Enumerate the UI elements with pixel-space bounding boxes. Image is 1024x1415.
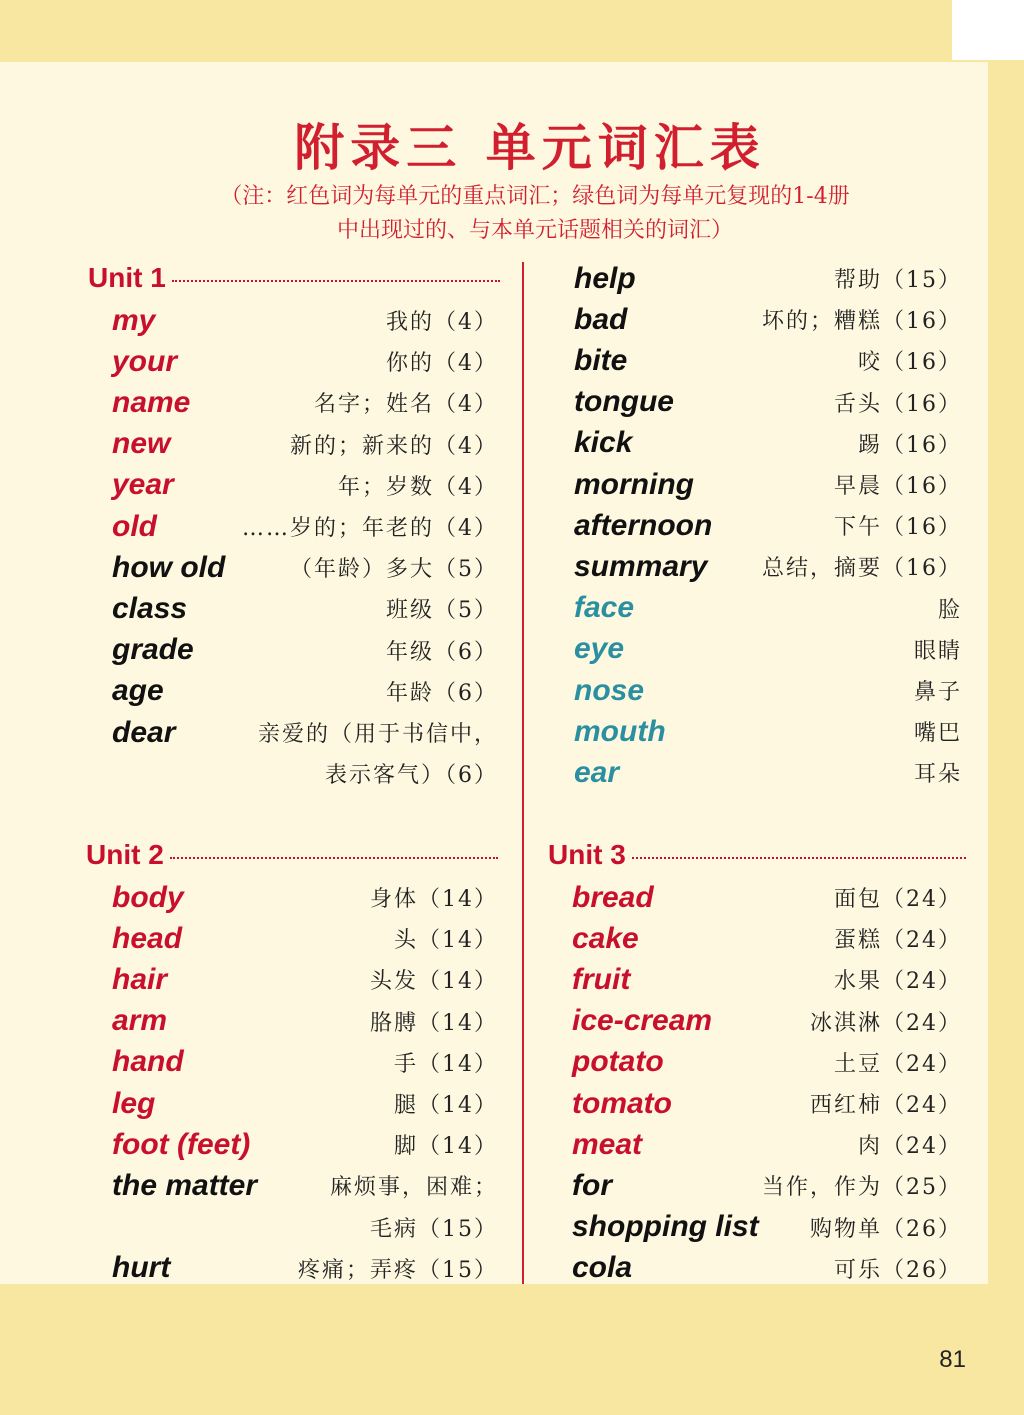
vocab-word: class (112, 591, 188, 625)
vocab-word: dear (112, 715, 176, 749)
vocab-meaning: 坏的；糟糕（16） (762, 309, 962, 335)
vocab-meaning: 班级（5） (386, 598, 498, 624)
vocab-meaning: 毛病（15） (370, 1216, 498, 1242)
vocab-meaning: 土豆（24） (834, 1051, 962, 1077)
vocab-word: head (112, 921, 183, 955)
vocab-word: the matter (112, 1168, 258, 1202)
vocab-entry (112, 753, 498, 794)
vocab-word: new (112, 427, 171, 461)
vocab-meaning: 年；岁数（4） (338, 474, 498, 500)
vocab-entry (572, 1001, 962, 1042)
note-line-2: 中出现过的、与本单元话题相关的词汇） (336, 218, 733, 243)
vocab-meaning: 名字；姓名（4） (314, 392, 498, 418)
vocab-entry (112, 712, 498, 753)
dotted-leader (632, 857, 966, 859)
vocab-word: foot (feet) (112, 1127, 251, 1161)
vocab-word: old (112, 509, 157, 543)
vocab-word: bite (574, 343, 628, 377)
vocab-entry (574, 299, 962, 340)
vocab-meaning: 身体（14） (370, 887, 498, 912)
vocab-meaning: ……岁的；年老的（4） (242, 516, 498, 541)
vocab-entry (112, 1042, 498, 1083)
vocab-meaning: 舌头（16） (834, 391, 962, 417)
vocab-meaning: 麻烦事，困难； (329, 1175, 498, 1201)
vocab-entry (572, 1083, 962, 1124)
vocab-meaning: 头发（14） (370, 969, 498, 995)
unit-2-heading (86, 835, 498, 875)
vocab-entry (112, 671, 498, 712)
vocab-word: arm (112, 1004, 168, 1038)
vocab-entry (112, 547, 498, 588)
vocab-entry (572, 959, 962, 1000)
vocab-entry (112, 465, 498, 506)
vocab-meaning: 咬（16） (858, 350, 962, 376)
vocab-word: ice-cream (572, 1004, 713, 1038)
vocab-meaning: 总结，摘要（16） (762, 556, 962, 582)
vocab-word: potato (572, 1045, 664, 1079)
vocab-meaning: 年级（6） (386, 639, 498, 665)
vocab-entry (112, 506, 498, 547)
vocab-entry (112, 300, 498, 341)
vocab-meaning: 嘴巴 (913, 721, 962, 747)
vocab-meaning: 下午（16） (834, 515, 962, 541)
vocab-word: bad (574, 302, 628, 336)
vocab-entry (574, 382, 962, 423)
vocab-word: ear (574, 755, 620, 789)
vocab-entry (112, 341, 498, 382)
vocab-entry (112, 877, 498, 918)
vocab-entry (572, 877, 962, 918)
vocab-meaning: 疼痛；弄疼（15） (298, 1257, 498, 1283)
note-line-1: （注：红色词为每单元的重点词汇；绿色词为每单元复现的1-4册 (220, 184, 850, 209)
vocab-entry (112, 630, 498, 671)
vocab-entry (112, 1207, 498, 1248)
vocab-meaning: 脚（14） (394, 1134, 498, 1160)
vocab-entry (574, 464, 962, 505)
vocab-meaning: 手（14） (394, 1051, 498, 1077)
vocab-word: summary (574, 549, 708, 583)
vocab-meaning: （年龄）多大（5） (290, 557, 498, 583)
vocab-word: your (112, 344, 178, 378)
vocab-word: mouth (574, 714, 666, 748)
vocab-meaning: 西红柿（24） (810, 1093, 962, 1118)
vocab-meaning: 踢（16） (858, 432, 962, 458)
vocab-entry (112, 1165, 498, 1206)
vocab-word: help (574, 261, 636, 295)
dotted-leader (170, 857, 498, 859)
vocab-entry (574, 546, 962, 587)
vocab-meaning: 亲爱的（用于书信中， (257, 722, 498, 747)
vocab-word: tongue (574, 385, 674, 419)
vocab-meaning: 耳朵 (913, 762, 962, 788)
vocab-entry (572, 1165, 962, 1206)
vocab-word: cake (572, 921, 639, 955)
unit-1-label: Unit 1 (88, 262, 166, 293)
vocab-entry (572, 1248, 962, 1289)
column-divider (522, 262, 524, 1284)
unit-2-label: Unit 2 (86, 839, 164, 870)
vocab-word: hurt (112, 1251, 171, 1285)
vocab-meaning: 可乐（26） (834, 1257, 962, 1283)
vocab-word: for (572, 1168, 612, 1202)
vocab-entry (574, 752, 962, 793)
vocab-word: year (112, 468, 174, 502)
page-number: 81 (939, 1346, 966, 1373)
vocab-meaning: 早晨（16） (834, 474, 962, 499)
vocab-entry (574, 423, 962, 464)
vocab-entry (574, 258, 962, 299)
vocab-word: my (112, 303, 156, 337)
vocab-entry (112, 1083, 498, 1124)
vocab-entry (574, 629, 962, 670)
vocab-entry (112, 918, 498, 959)
vocab-meaning: 肉（24） (858, 1134, 962, 1160)
vocab-entry (572, 1042, 962, 1083)
vocab-word: fruit (572, 962, 631, 996)
vocab-word: morning (574, 467, 694, 501)
vocab-entry (574, 340, 962, 381)
vocab-entry (112, 424, 498, 465)
vocab-meaning: 我的（4） (386, 310, 498, 335)
vocab-word: name (112, 385, 191, 419)
vocab-word: tomato (572, 1086, 672, 1120)
unit-1-heading (88, 258, 500, 298)
vocab-word: leg (112, 1086, 156, 1120)
vocab-entry (112, 588, 498, 629)
vocab-word: how old (112, 550, 226, 584)
vocab-word: hair (112, 962, 168, 996)
vocab-entry (112, 382, 498, 423)
vocab-word: bread (572, 880, 654, 914)
vocab-entry (572, 918, 962, 959)
vocab-meaning: 蛋糕（24） (834, 928, 962, 954)
vocab-word: eye (574, 632, 625, 666)
vocab-word: meat (572, 1127, 643, 1161)
vocab-entry (112, 1124, 498, 1165)
vocab-word: body (112, 880, 184, 914)
vocab-word: hand (112, 1045, 184, 1079)
vocab-meaning: 水果（24） (834, 969, 962, 995)
vocab-meaning: 胳膊（14） (370, 1010, 498, 1036)
vocab-entry (572, 1124, 962, 1165)
vocab-meaning: 眼睛 (913, 638, 962, 664)
vocab-entry (574, 711, 962, 752)
vocab-meaning: 头（14） (394, 928, 498, 954)
vocab-entry (112, 959, 498, 1000)
vocab-word: face (574, 591, 635, 625)
vocab-meaning: 冰淇淋（24） (810, 1010, 962, 1036)
page-corner (952, 0, 1024, 60)
vocab-entry (112, 1248, 498, 1289)
vocab-meaning: 当作，作为（25） (762, 1175, 962, 1201)
vocab-word: age (112, 674, 164, 708)
vocab-word: grade (112, 633, 194, 667)
vocab-meaning: 购物单（26） (810, 1216, 962, 1242)
unit-3-heading (548, 835, 966, 875)
vocab-word: nose (574, 673, 645, 707)
vocab-meaning: 面包（24） (834, 887, 962, 912)
vocab-meaning: 新的；新来的（4） (290, 433, 498, 459)
vocab-meaning: 腿（14） (394, 1093, 498, 1118)
vocab-word: cola (572, 1251, 633, 1285)
dotted-leader (172, 280, 500, 282)
vocab-entry (574, 670, 962, 711)
vocab-meaning: 脸 (937, 597, 962, 623)
vocab-meaning: 表示客气）（6） (325, 763, 498, 789)
vocab-word: shopping list (572, 1210, 759, 1244)
vocab-meaning: 鼻子 (913, 680, 962, 705)
vocab-word: kick (574, 426, 633, 460)
vocab-meaning: 年龄（6） (386, 680, 498, 706)
vocab-meaning: 你的（4） (386, 351, 498, 377)
vocab-entry (112, 1001, 498, 1042)
vocab-entry (572, 1207, 962, 1248)
note (105, 180, 965, 248)
unit-3-label: Unit 3 (548, 839, 626, 870)
vocab-meaning: 帮助（15） (834, 268, 962, 293)
page-title: 附录三 单元词汇表 (294, 118, 766, 177)
vocab-word: afternoon (574, 508, 713, 542)
vocab-entry (574, 505, 962, 546)
vocab-entry (574, 588, 962, 629)
